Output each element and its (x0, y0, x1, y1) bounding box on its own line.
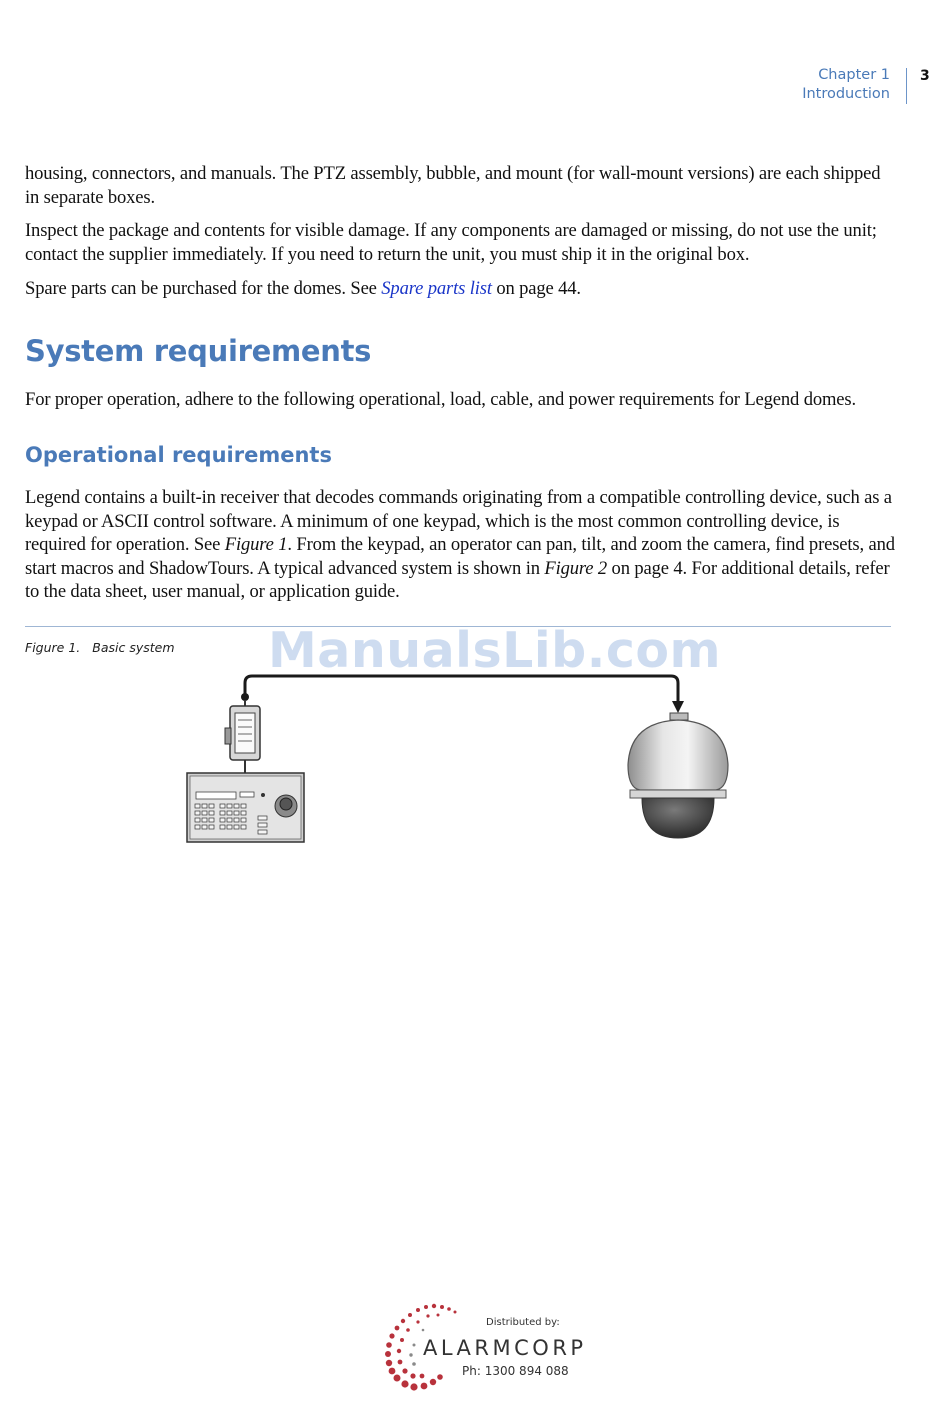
cable-line (245, 676, 678, 705)
interface-box-icon (225, 700, 260, 775)
figure-title: Basic system (92, 640, 175, 655)
watermark: ManualsLib.com (268, 622, 722, 679)
section-heading: System requirements (25, 334, 372, 368)
paragraph-inspect: Inspect the package and contents for visible damage. If any components are damaged or missing, do not use the unit; contact the supplier immediately. If you need to return the unit, you must ship it in the original box. (25, 220, 877, 265)
cable-arrowhead (672, 701, 684, 713)
figure-number: Figure 1. (25, 640, 81, 655)
page-number: 3 (920, 68, 930, 84)
paragraph-shipping: housing, connectors, and manuals. The PTZ assembly, bubble, and mount (for wall-mount versions) are each shipped in separate boxes. (25, 163, 881, 208)
section-label: Introduction (802, 86, 890, 102)
figure-2-reference: Figure 2 (544, 557, 608, 579)
spare-parts-text: Spare parts can be purchased for the domes. See (25, 278, 382, 299)
subsection-heading: Operational requirements (25, 443, 332, 467)
operational-text-2: . From the keypad, an operator can pan, tilt, and zoom the camera, find presets, and start macros and ShadowTours. A typical advanced system is shown in (25, 534, 895, 579)
figure-1-reference: Figure 1 (224, 534, 288, 555)
operational-text-3: on page 4. For additional details, refer to the data sheet, user manual, or application guide. (25, 557, 890, 602)
operational-text-1: Legend contains a built-in receiver that decodes commands originating from a compatible controlling device, such as a keypad or ASCII control software. A minimum of one keypad, which is the most common controlling device, is required for operation. See (25, 487, 892, 555)
paragraph-requirements-intro: For proper operation, adhere to the following operational, load, cable, and power requirements for Legend domes. (25, 389, 856, 410)
dome-camera-icon (628, 713, 728, 838)
spare-parts-page-ref: on page 44. (491, 278, 581, 299)
keypad-controller-icon (187, 773, 304, 842)
chapter-label: Chapter 1 (818, 67, 890, 83)
distributed-by-label: Distributed by: (486, 1317, 560, 1328)
cable-endpoint (241, 693, 249, 701)
spare-parts-link[interactable]: Spare parts list (381, 278, 492, 299)
brand-name: ALARMCORP (423, 1336, 587, 1360)
phone-number: Ph: 1300 894 088 (462, 1364, 569, 1378)
